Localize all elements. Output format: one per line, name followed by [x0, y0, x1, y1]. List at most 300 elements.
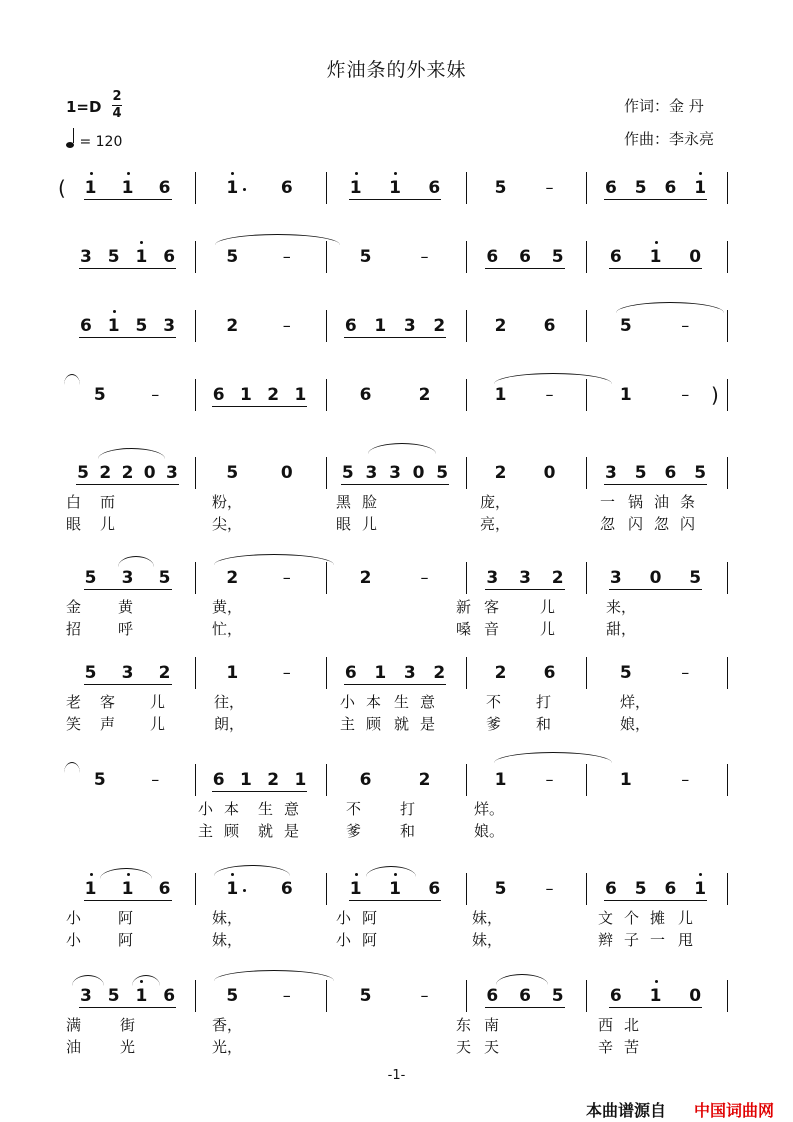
octave-dot-above — [140, 241, 143, 244]
eighth-beam — [84, 589, 172, 590]
tie-slur — [214, 554, 334, 565]
octave-dot-above — [394, 172, 397, 175]
eighth-beam — [76, 484, 179, 485]
note-digit: 1 — [84, 178, 97, 198]
note-digit: 6 — [664, 879, 677, 899]
bar-line — [326, 241, 327, 273]
note-digit: 5 — [436, 463, 449, 483]
lyric-syllable: 香， — [212, 1016, 243, 1034]
lyric-syllable: 小 — [340, 693, 356, 711]
lyric-syllable: 本 — [224, 800, 240, 818]
lyric-syllable: 顾 — [224, 822, 240, 840]
tie-slur — [64, 374, 80, 385]
bar-line — [195, 172, 196, 204]
lyric-syllable: 笑 — [66, 715, 82, 733]
lyric-syllable: 往， — [214, 693, 245, 711]
note-digit: 1 — [494, 385, 507, 405]
lyric-syllable: 娘， — [620, 715, 651, 733]
tie-slur — [98, 448, 165, 459]
bar-line — [586, 764, 587, 796]
note-digit: 6 — [428, 178, 441, 198]
note-digit: 0 — [543, 463, 556, 483]
lyric-syllable: 嗓 — [456, 620, 472, 638]
note-digit: 1 — [349, 879, 362, 899]
note-digit: 2 — [226, 316, 239, 336]
note-digit: 0 — [280, 463, 293, 483]
bar-line — [326, 657, 327, 689]
tie-slur — [64, 762, 80, 773]
tie-slur — [118, 556, 154, 567]
note-digit: 1 — [649, 986, 662, 1006]
lyric-syllable: 油 — [66, 1038, 82, 1056]
note-digit: 3 — [165, 463, 178, 483]
note-digit: 1 — [389, 879, 401, 899]
bar-line — [195, 562, 196, 594]
dash-sustain: – — [282, 247, 291, 266]
lyric-syllable: 打 — [536, 693, 552, 711]
note-digit: 6 — [543, 663, 556, 683]
bar-line — [466, 873, 467, 905]
tie-slur — [496, 974, 548, 985]
note-digit: 1 — [121, 879, 134, 899]
note-digit: 2 — [99, 463, 112, 483]
eighth-beam — [604, 484, 707, 485]
note-digit: 1 — [135, 247, 148, 267]
bar-line — [326, 764, 327, 796]
tie-slur — [215, 234, 340, 245]
lyric-syllable: 油 — [654, 493, 670, 511]
note-digit: 5 — [158, 568, 171, 588]
note-digit: 0 — [649, 568, 662, 588]
composer-credit: 作曲：李永亮 — [624, 130, 715, 148]
lyric-syllable: 金 — [66, 598, 82, 616]
lyric-syllable: 新 — [456, 598, 472, 616]
bar-line — [326, 980, 327, 1012]
lyric-syllable: 顾 — [366, 715, 382, 733]
lyric-syllable: 不 — [486, 693, 502, 711]
note-digit: 2 — [551, 568, 564, 588]
lyric-syllable: 一 — [650, 931, 666, 949]
eighth-beam — [212, 406, 308, 407]
bar-line — [586, 562, 587, 594]
note-digit: 5 — [494, 879, 507, 899]
note-digit: 1 — [374, 316, 387, 336]
lyric-syllable: 客 — [100, 693, 116, 711]
note-digit: 5 — [694, 463, 707, 483]
dash-sustain: – — [151, 770, 160, 789]
eighth-beam — [609, 589, 702, 590]
bar-line — [326, 379, 327, 411]
bar-line — [586, 172, 587, 204]
note-digit: 2 — [359, 568, 372, 588]
footer-source: 本曲谱源自 — [586, 1101, 667, 1120]
bar-line — [727, 379, 728, 411]
note-digit: 5 — [84, 663, 97, 683]
lyric-syllable: 生 — [258, 800, 274, 818]
note-digit: 6 — [344, 316, 357, 336]
lyric-syllable: 小 — [66, 931, 82, 949]
dash-sustain: – — [681, 663, 690, 682]
lyric-syllable: 东 — [456, 1016, 472, 1034]
lyric-syllable: 是 — [420, 715, 436, 733]
bar-line — [727, 873, 728, 905]
note-digit: 1 — [374, 663, 387, 683]
lyric-syllable: 是 — [284, 822, 300, 840]
tie-slur — [100, 868, 152, 879]
lyric-syllable: 打 — [400, 800, 416, 818]
dash-sustain: – — [545, 385, 554, 404]
lyric-syllable: 和 — [400, 822, 416, 840]
lyric-syllable: 而 — [100, 493, 116, 511]
lyric-syllable: 甩 — [678, 931, 694, 949]
eighth-beam — [349, 199, 442, 200]
note-digit: 1 — [107, 316, 120, 336]
lyric-syllable: 主 — [340, 715, 356, 733]
lyric-syllable: 小 — [336, 931, 352, 949]
note-digit: 1 — [226, 879, 239, 899]
bar-line — [727, 241, 728, 273]
note-digit: 3 — [121, 568, 134, 588]
lyric-syllable: 生 — [394, 693, 410, 711]
note-digit: 6 — [280, 178, 293, 198]
note-digit: 5 — [341, 463, 354, 483]
lyric-syllable: 阿 — [362, 931, 378, 949]
note-digit: 6 — [359, 770, 372, 790]
note-digit: 1 — [294, 385, 307, 405]
lyric-syllable: 妹， — [212, 909, 243, 927]
note-digit: 5 — [107, 986, 120, 1006]
lyric-syllable: 音 — [484, 620, 500, 638]
lyric-syllable: 妹， — [472, 931, 503, 949]
lyric-syllable: 眼 — [336, 515, 352, 533]
note-digit: 3 — [121, 663, 134, 683]
lyric-syllable: 粉， — [212, 493, 243, 511]
octave-dot-above — [113, 310, 116, 313]
lyric-syllable: 呼 — [118, 620, 134, 638]
octave-dot-above — [90, 172, 93, 175]
tie-slur — [494, 373, 612, 384]
lyric-syllable: 儿 — [540, 620, 556, 638]
lyric-syllable: 黄 — [118, 598, 134, 616]
eighth-beam — [604, 199, 707, 200]
note-digit: 1 — [239, 770, 252, 790]
note-digit: 6 — [604, 178, 617, 198]
note-digit: 6 — [609, 247, 622, 267]
lyric-syllable: 主 — [198, 822, 214, 840]
tie-slur — [494, 752, 612, 763]
repeat-paren-open: ( — [58, 176, 66, 200]
lyric-syllable: 就 — [394, 715, 410, 733]
note-digit: 1 — [694, 879, 707, 899]
note-digit: 2 — [267, 770, 280, 790]
note-digit: 3 — [389, 463, 401, 483]
key-signature: 1=D — [66, 98, 102, 116]
note-digit: 5 — [619, 316, 632, 336]
note-digit: 1 — [619, 385, 632, 405]
note-digit: 3 — [604, 463, 617, 483]
note-digit: 3 — [519, 568, 531, 588]
lyric-syllable: 小 — [198, 800, 214, 818]
lyric-syllable: 庞， — [480, 493, 511, 511]
bar-line — [466, 657, 467, 689]
note-digit: 6 — [158, 879, 171, 899]
note-digit: 2 — [433, 316, 446, 336]
note-digit: 6 — [344, 663, 357, 683]
note-digit: 5 — [359, 986, 372, 1006]
lyric-syllable: 亮， — [480, 515, 511, 533]
octave-dot-above — [655, 241, 658, 244]
dash-sustain: – — [282, 663, 291, 682]
bar-line — [727, 980, 728, 1012]
bar-line — [586, 873, 587, 905]
eighth-beam — [349, 900, 442, 901]
tempo-value: = 120 — [79, 134, 123, 150]
eighth-beam — [604, 900, 707, 901]
octave-dot-above — [355, 873, 358, 876]
lyric-syllable: 和 — [536, 715, 552, 733]
lyric-syllable: 招 — [66, 620, 82, 638]
octave-dot-above — [655, 980, 658, 983]
note-digit: 1 — [494, 770, 507, 790]
eighth-beam — [344, 684, 447, 685]
note-digit: 6 — [79, 316, 92, 336]
note-digit: 2 — [418, 770, 431, 790]
lyric-syllable: 不 — [346, 800, 362, 818]
tie-slur — [132, 975, 160, 986]
bar-line — [727, 764, 728, 796]
note-digit: 1 — [226, 178, 239, 198]
lyric-syllable: 客 — [484, 598, 500, 616]
lyric-syllable: 西 — [598, 1016, 614, 1034]
lyric-syllable: 阿 — [118, 909, 134, 927]
note-digit: 5 — [634, 463, 647, 483]
tie-slur — [214, 865, 290, 876]
lyric-syllable: 天 — [456, 1038, 472, 1056]
note-digit: 5 — [226, 986, 239, 1006]
lyric-syllable: 苦 — [624, 1038, 640, 1056]
note-digit: 6 — [359, 385, 372, 405]
note-digit: 5 — [93, 770, 106, 790]
bar-line — [586, 457, 587, 489]
note-digit: 2 — [494, 463, 507, 483]
note-digit: 1 — [389, 178, 401, 198]
bar-line — [195, 980, 196, 1012]
note-digit: 5 — [93, 385, 106, 405]
lyric-syllable: 辛 — [598, 1038, 614, 1056]
time-signature — [112, 90, 122, 121]
lyric-syllable: 条 — [680, 493, 696, 511]
lyric-syllable: 儿 — [150, 715, 166, 733]
eighth-beam — [84, 684, 172, 685]
lyric-syllable: 忙， — [212, 620, 243, 638]
note-digit: 2 — [494, 316, 507, 336]
eighth-beam — [79, 268, 176, 269]
footer-site: 中国词曲网 — [694, 1101, 775, 1120]
note-digit: 6 — [519, 986, 531, 1006]
note-digit: 6 — [212, 770, 225, 790]
note-digit: 0 — [689, 986, 702, 1006]
note-digit: 1 — [694, 178, 707, 198]
lyric-syllable: 声 — [100, 715, 116, 733]
note-digit: 1 — [84, 879, 97, 899]
tie-slur — [72, 975, 104, 986]
note-digit: 3 — [79, 247, 92, 267]
bar-line — [466, 764, 467, 796]
eighth-beam — [341, 484, 449, 485]
bar-line — [727, 457, 728, 489]
note-digit: 6 — [519, 247, 531, 267]
note-digit: 5 — [494, 178, 507, 198]
lyric-syllable: 甜， — [606, 620, 637, 638]
note-digit: 2 — [158, 663, 171, 683]
note-digit: 5 — [551, 986, 564, 1006]
note-digit: 5 — [551, 247, 564, 267]
bar-line — [466, 172, 467, 204]
lyric-syllable: 天 — [484, 1038, 500, 1056]
note-digit: 1 — [349, 178, 362, 198]
lyric-syllable: 闪 — [628, 515, 644, 533]
bar-line — [727, 657, 728, 689]
lyric-syllable: 辫 — [598, 931, 614, 949]
lyric-syllable: 北 — [624, 1016, 640, 1034]
time-signature-bottom: 4 — [112, 106, 122, 121]
octave-dot-above — [90, 873, 93, 876]
eighth-beam — [485, 589, 564, 590]
lyric-syllable: 闪 — [680, 515, 696, 533]
dash-sustain: – — [545, 879, 554, 898]
tempo-marking — [66, 131, 122, 150]
bar-line — [466, 457, 467, 489]
note-digit: 6 — [609, 986, 622, 1006]
lyric-syllable: 脸 — [362, 493, 378, 511]
dash-sustain: – — [681, 770, 690, 789]
note-digit: 6 — [664, 178, 677, 198]
lyric-syllable: 尖， — [212, 515, 243, 533]
lyric-syllable: 儿 — [100, 515, 116, 533]
lyric-syllable: 忽 — [600, 515, 616, 533]
dash-sustain: – — [151, 385, 160, 404]
dash-sustain: – — [282, 316, 291, 335]
lyric-syllable: 摊 — [650, 909, 666, 927]
lyric-syllable: 儿 — [540, 598, 556, 616]
bar-line — [326, 310, 327, 342]
bar-line — [727, 172, 728, 204]
lyric-syllable: 来， — [606, 598, 637, 616]
note-digit: 6 — [543, 316, 556, 336]
lyric-syllable: 意 — [420, 693, 436, 711]
lyric-syllable: 黄， — [212, 598, 243, 616]
note-digit: 3 — [609, 568, 622, 588]
dash-sustain: – — [545, 770, 554, 789]
lyric-syllable: 个 — [624, 909, 640, 927]
bar-line — [466, 562, 467, 594]
dash-sustain: – — [420, 247, 429, 266]
note-digit: 1 — [226, 663, 239, 683]
bar-line — [586, 241, 587, 273]
eighth-beam — [609, 1007, 702, 1008]
eighth-beam — [485, 1007, 564, 1008]
bar-line — [727, 310, 728, 342]
note-digit: 1 — [121, 178, 134, 198]
octave-dot-above — [699, 172, 702, 175]
augmentation-dot — [243, 889, 246, 892]
note-digit: 2 — [418, 385, 431, 405]
bar-line — [326, 172, 327, 204]
bar-line — [326, 562, 327, 594]
bar-line — [326, 873, 327, 905]
lyric-syllable: 子 — [624, 931, 640, 949]
tie-slur — [214, 970, 334, 981]
note-digit: 6 — [486, 986, 499, 1006]
note-digit: 2 — [226, 568, 239, 588]
note-digit: 1 — [619, 770, 632, 790]
lyric-syllable: 儿 — [362, 515, 378, 533]
lyric-syllable: 光， — [212, 1038, 243, 1056]
dash-sustain: – — [545, 178, 554, 197]
note-digit: 3 — [486, 568, 499, 588]
note-digit: 1 — [239, 385, 252, 405]
bar-line — [466, 310, 467, 342]
lyric-syllable: 爹 — [346, 822, 362, 840]
note-digit: 6 — [664, 463, 677, 483]
note-digit: 2 — [267, 385, 280, 405]
bar-line — [195, 379, 196, 411]
lyric-syllable: 南 — [484, 1016, 500, 1034]
note-digit: 0 — [143, 463, 156, 483]
augmentation-dot — [243, 188, 246, 191]
lyric-syllable: 阿 — [362, 909, 378, 927]
bar-line — [195, 657, 196, 689]
lyric-syllable: 朗， — [214, 715, 245, 733]
lyric-syllable: 就 — [258, 822, 274, 840]
lyric-syllable: 爹 — [486, 715, 502, 733]
bar-line — [195, 457, 196, 489]
eighth-beam — [79, 337, 176, 338]
bar-line — [586, 980, 587, 1012]
note-digit: 3 — [365, 463, 378, 483]
eighth-beam — [79, 1007, 176, 1008]
note-digit: 5 — [619, 663, 632, 683]
note-digit: 3 — [163, 316, 176, 336]
lyric-syllable: 小 — [336, 909, 352, 927]
lyric-syllable: 文 — [598, 909, 614, 927]
bar-line — [195, 764, 196, 796]
lyric-syllable: 本 — [366, 693, 382, 711]
note-digit: 6 — [212, 385, 225, 405]
lyric-syllable: 烊。 — [474, 800, 505, 818]
eighth-beam — [212, 791, 308, 792]
dash-sustain: – — [420, 986, 429, 1005]
lyric-syllable: 娘。 — [474, 822, 505, 840]
tie-slur — [616, 302, 724, 313]
bar-line — [586, 310, 587, 342]
lyric-syllable: 妹， — [472, 909, 503, 927]
bar-line — [466, 241, 467, 273]
note-digit: 6 — [428, 879, 441, 899]
tie-slur — [368, 443, 436, 454]
eighth-beam — [485, 268, 564, 269]
note-digit: 5 — [84, 568, 97, 588]
lyricist-credit: 作词：金 丹 — [624, 97, 704, 115]
lyric-syllable: 街 — [120, 1016, 136, 1034]
lyric-syllable: 阿 — [118, 931, 134, 949]
note-digit: 5 — [634, 178, 647, 198]
dash-sustain: – — [282, 986, 291, 1005]
note-digit: 5 — [107, 247, 120, 267]
lyric-syllable: 锅 — [628, 493, 644, 511]
lyric-syllable: 意 — [284, 800, 300, 818]
bar-line — [195, 241, 196, 273]
